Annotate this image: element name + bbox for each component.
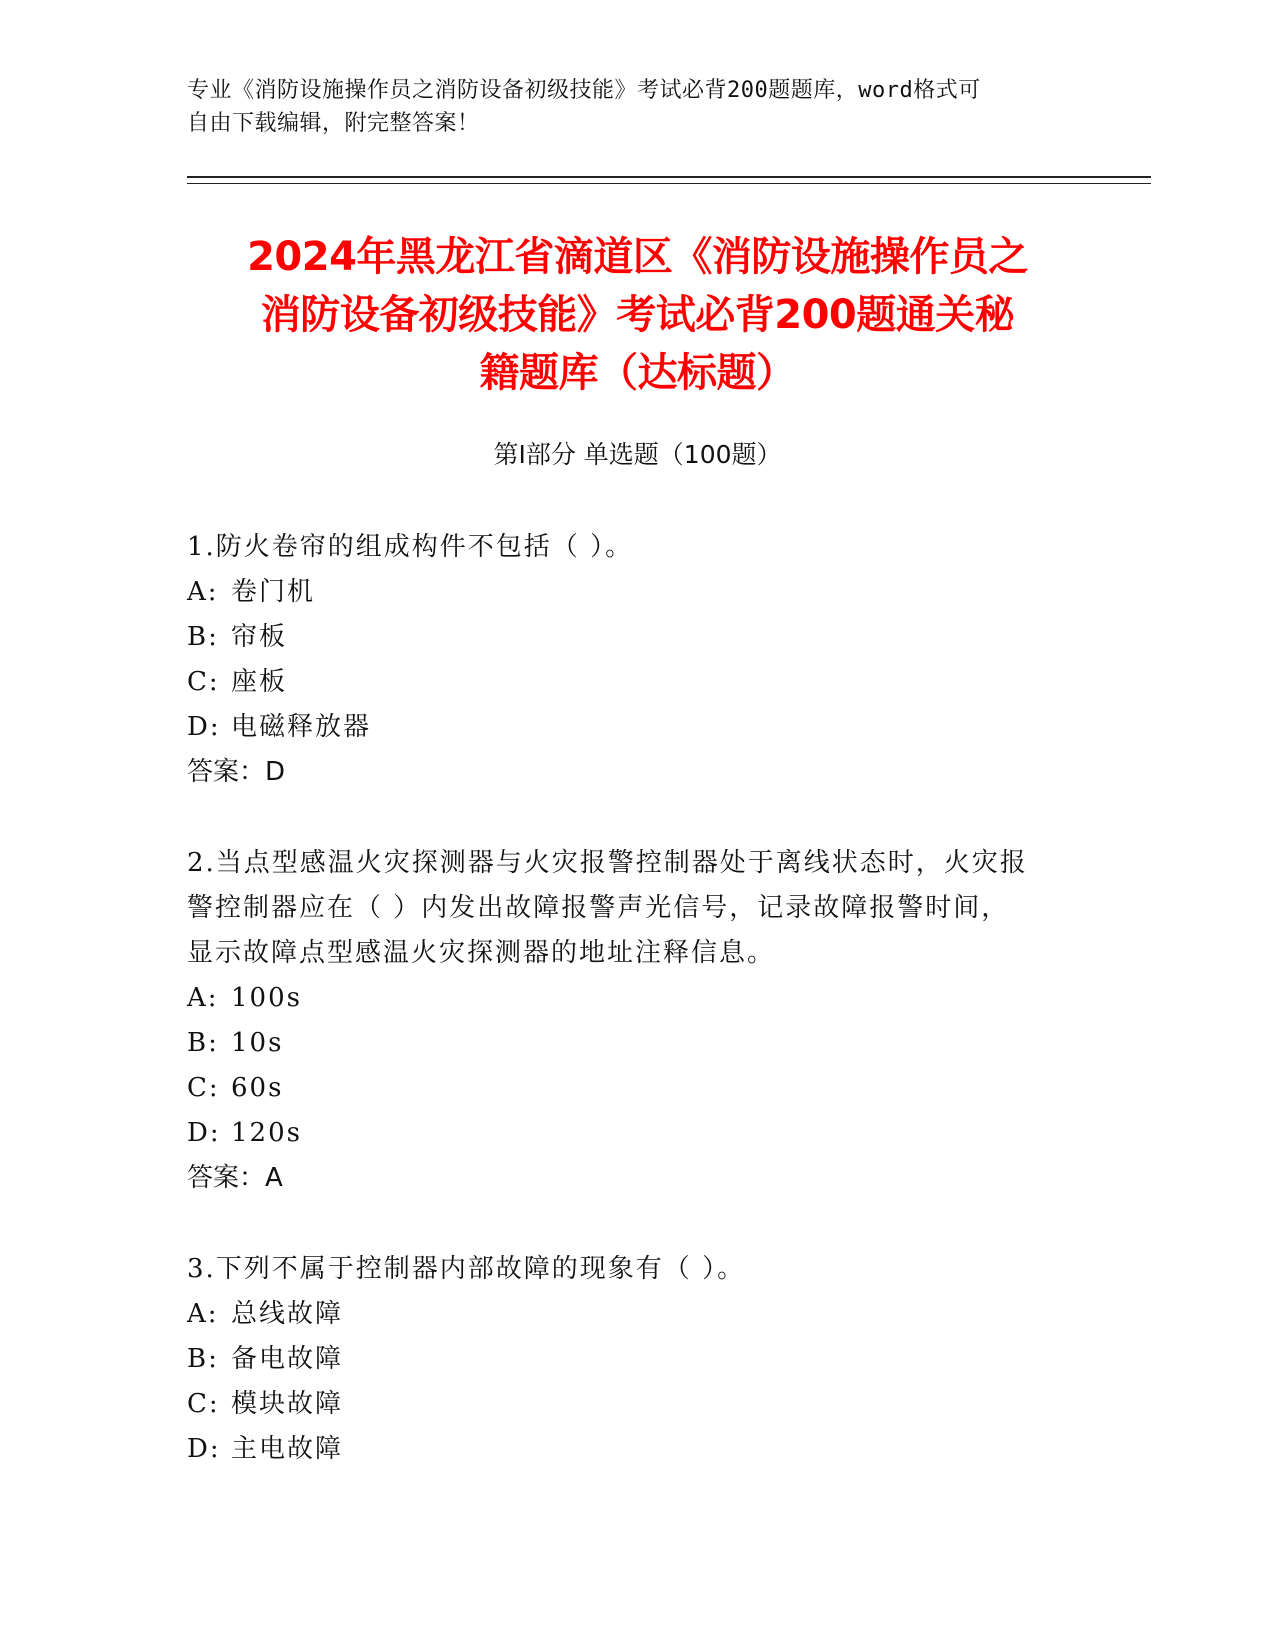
option-b [187,1337,1087,1382]
section-title: 第Ⅰ部分 单选题（100题） [493,440,782,469]
option-text: 60s [231,1073,284,1103]
option-text: 电磁释放器 [231,712,372,742]
option-letter: D: [187,1118,221,1148]
option-text: 备电故障 [231,1344,344,1374]
option-a [187,570,1087,615]
document-title-line-1: 2024年黑龙江省滴道区《消防设施操作员之 [247,234,1028,280]
option-letter: D: [187,1434,221,1464]
question-stem-line: 2.当点型感温火灾探测器与火灾报警控制器处于离线状态时，火灾报 [187,848,1028,878]
question-stem [187,525,1087,570]
question-1 [187,525,1087,795]
option-letter: A: [187,577,219,607]
option-b [187,615,1087,660]
option-c [187,660,1087,705]
option-text: 主电故障 [231,1434,344,1464]
option-letter: B: [187,622,219,652]
option-letter: A: [187,983,219,1013]
question-stem-line: 显示故障点型感温火灾探测器的地址注释信息。 [187,938,776,968]
option-letter: B: [187,1028,219,1058]
question-3 [187,1247,1087,1472]
document-title-line-3: 籍题库（达标题） [479,350,796,396]
question-stem [187,1247,1087,1292]
option-letter: A: [187,1299,219,1329]
header-note-line-2: 自由下载编辑，附完整答案！ [187,111,480,136]
option-text: 120s [231,1118,302,1148]
header-note [187,74,1067,140]
option-text: 总线故障 [231,1299,344,1329]
option-letter: C: [187,1389,220,1419]
question-stem-line: 3.下列不属于控制器内部故障的现象有（ ）。 [187,1254,746,1284]
option-text: 模块故障 [231,1389,344,1419]
question-stem-line: 1.防火卷帘的组成构件不包括（ ）。 [187,532,634,562]
answer: 答案：A [187,1163,283,1193]
option-letter: B: [187,1344,219,1374]
option-d [187,705,1087,750]
option-text: 100s [231,983,302,1013]
option-text: 卷门机 [231,577,316,607]
document-title-line-2: 消防设备初级技能》考试必背200题通关秘 [260,292,1015,338]
option-letter: C: [187,1073,220,1103]
question-stem-line: 警控制器应在（ ）内发出故障报警声光信号，记录故障报警时间， [187,893,1010,923]
document-title [150,228,1125,402]
option-b [187,1021,1087,1066]
header-divider-thin [187,183,1151,184]
option-text: 10s [231,1028,284,1058]
option-c [187,1066,1087,1111]
option-c [187,1382,1087,1427]
question-stem [187,841,1087,976]
option-d [187,1111,1087,1156]
answer: 答案：D [187,757,286,787]
header-note-line-1: 专业《消防设施操作员之消防设备初级技能》考试必背200题题库，word格式可 [187,78,981,103]
option-a [187,976,1087,1021]
option-text: 座板 [231,667,288,697]
option-letter: C: [187,667,220,697]
header-divider-thick [187,176,1151,178]
question-2 [187,841,1087,1201]
option-d [187,1427,1087,1472]
option-letter: D: [187,712,221,742]
question-list [187,525,1087,1518]
option-text: 帘板 [231,622,288,652]
option-a [187,1292,1087,1337]
